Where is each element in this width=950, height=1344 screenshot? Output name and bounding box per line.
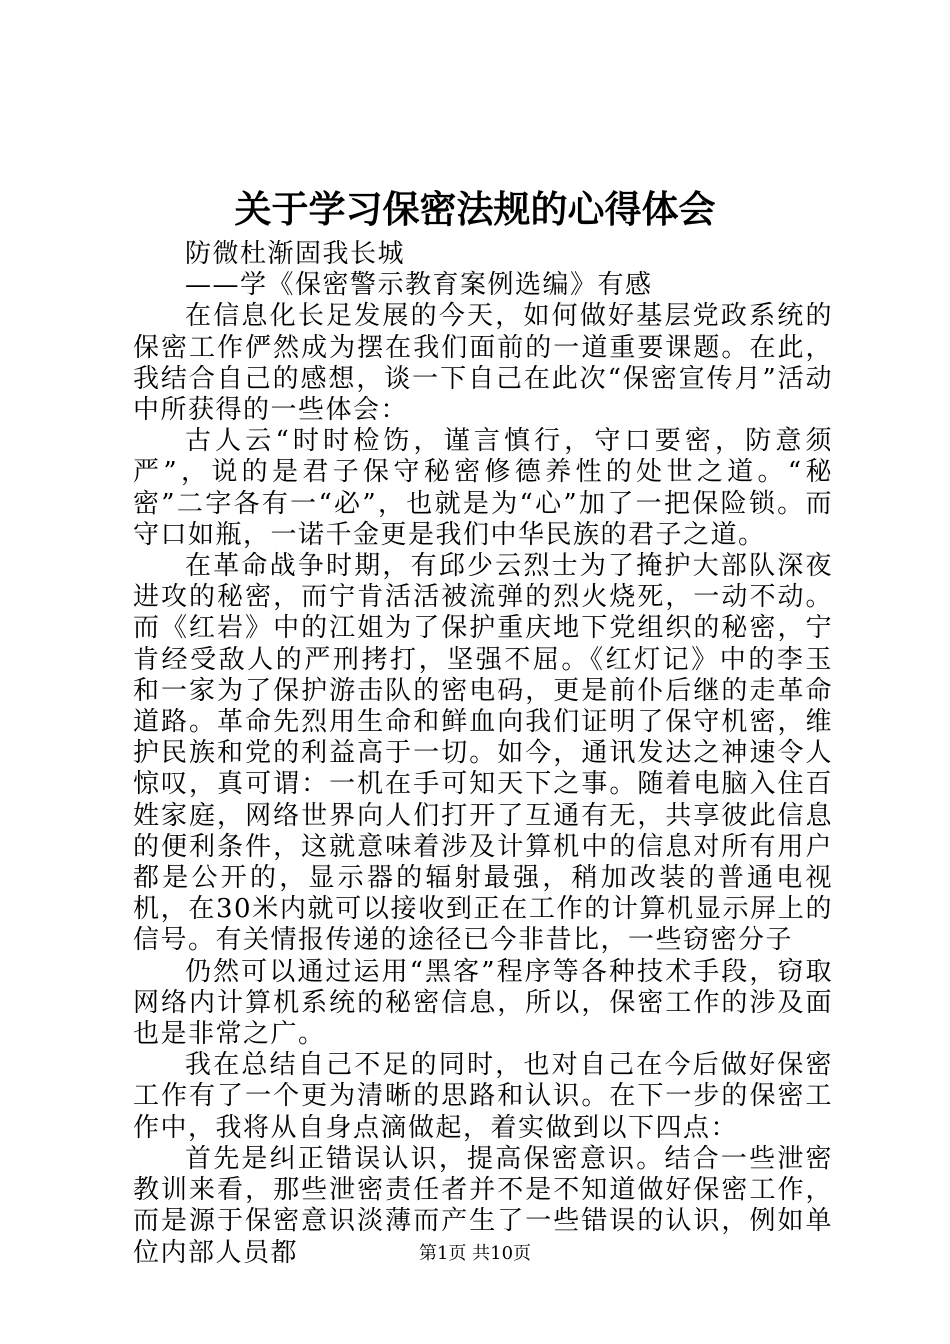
paragraph: 在革命战争时期，有邱少云烈士为了掩护大部队深夜进攻的秘密，而宁肯活活被流弹的烈火烧死，一动不动。而《红岩》中的江姐为了保护重庆地下党组织的秘密，宁肯经受敌人的严刑拷打，坚强不屈。《红灯记》中的李玉和一家为了保护游击队的密电码，更是前仆后继的走革命道路。革命先烈用生命和鲜血向我们证明了保守机密，维护民族和党的利益高于一切。如今，通讯发达之神速令人惊叹，真可谓：一机在手可知天下之事。随着电脑入住百姓家庭，网络世界向人们打开了互通有无，共享彼此信息的便利条件，这就意味着涉及计算机中的信息对所有用户都是公开的，显示器的辐射最强，稍加改装的普通电视机，在30米内就可以接收到正在工作的计算机显示屏上的信号。有关情报传递的途径已今非昔比，一些窃密分子 xyxy=(133,551,833,956)
paragraph: 古人云“时时检饬，谨言慎行，守口要密，防意须严”，说的是君子保守秘密修德养性的处世之道。“秘密”二字各有一“必”，也就是为“心”加了一把保险锁。而守口如瓶，一诺千金更是我们中华民族的君子之道。 xyxy=(133,426,833,550)
paragraph: 在信息化长足发展的今天，如何做好基层党政系统的保密工作俨然成为摆在我们面前的一道重要课题。在此，我结合自己的感想，谈一下自己在此次“保密宣传月”活动中所获得的一些体会： xyxy=(133,301,833,426)
paragraph-subtitle: 防微杜渐固我长城 xyxy=(185,239,406,269)
paragraph: 仍然可以通过运用“黑客”程序等各种技术手段，窃取网络内计算机系统的秘密信息，所以，保密工作的涉及面也是非常之广。 xyxy=(133,956,833,1050)
document-body xyxy=(133,239,833,1269)
paragraph: 我在总结自己不足的同时，也对自己在今后做好保密工作有了一个更为清晰的思路和认识。在下一步的保密工作中，我将从自身点滴做起，着实做到以下四点： xyxy=(133,1050,833,1143)
page-footer: 第1页 共10页 xyxy=(418,1243,532,1264)
paragraph: 首先是纠正错误认识，提高保密意识。结合一些泄密教训来看，那些泄密责任者并不是不知道做好保密工作，而是源于保密意识淡薄而产生了一些错误的认识，例如单位内部人员都 xyxy=(133,1143,833,1268)
document-title: 关于学习保密法规的心得体会 xyxy=(234,187,716,231)
paragraph-subtitle-source: ——学《保密警示教育案例选编》有感 xyxy=(185,270,653,301)
